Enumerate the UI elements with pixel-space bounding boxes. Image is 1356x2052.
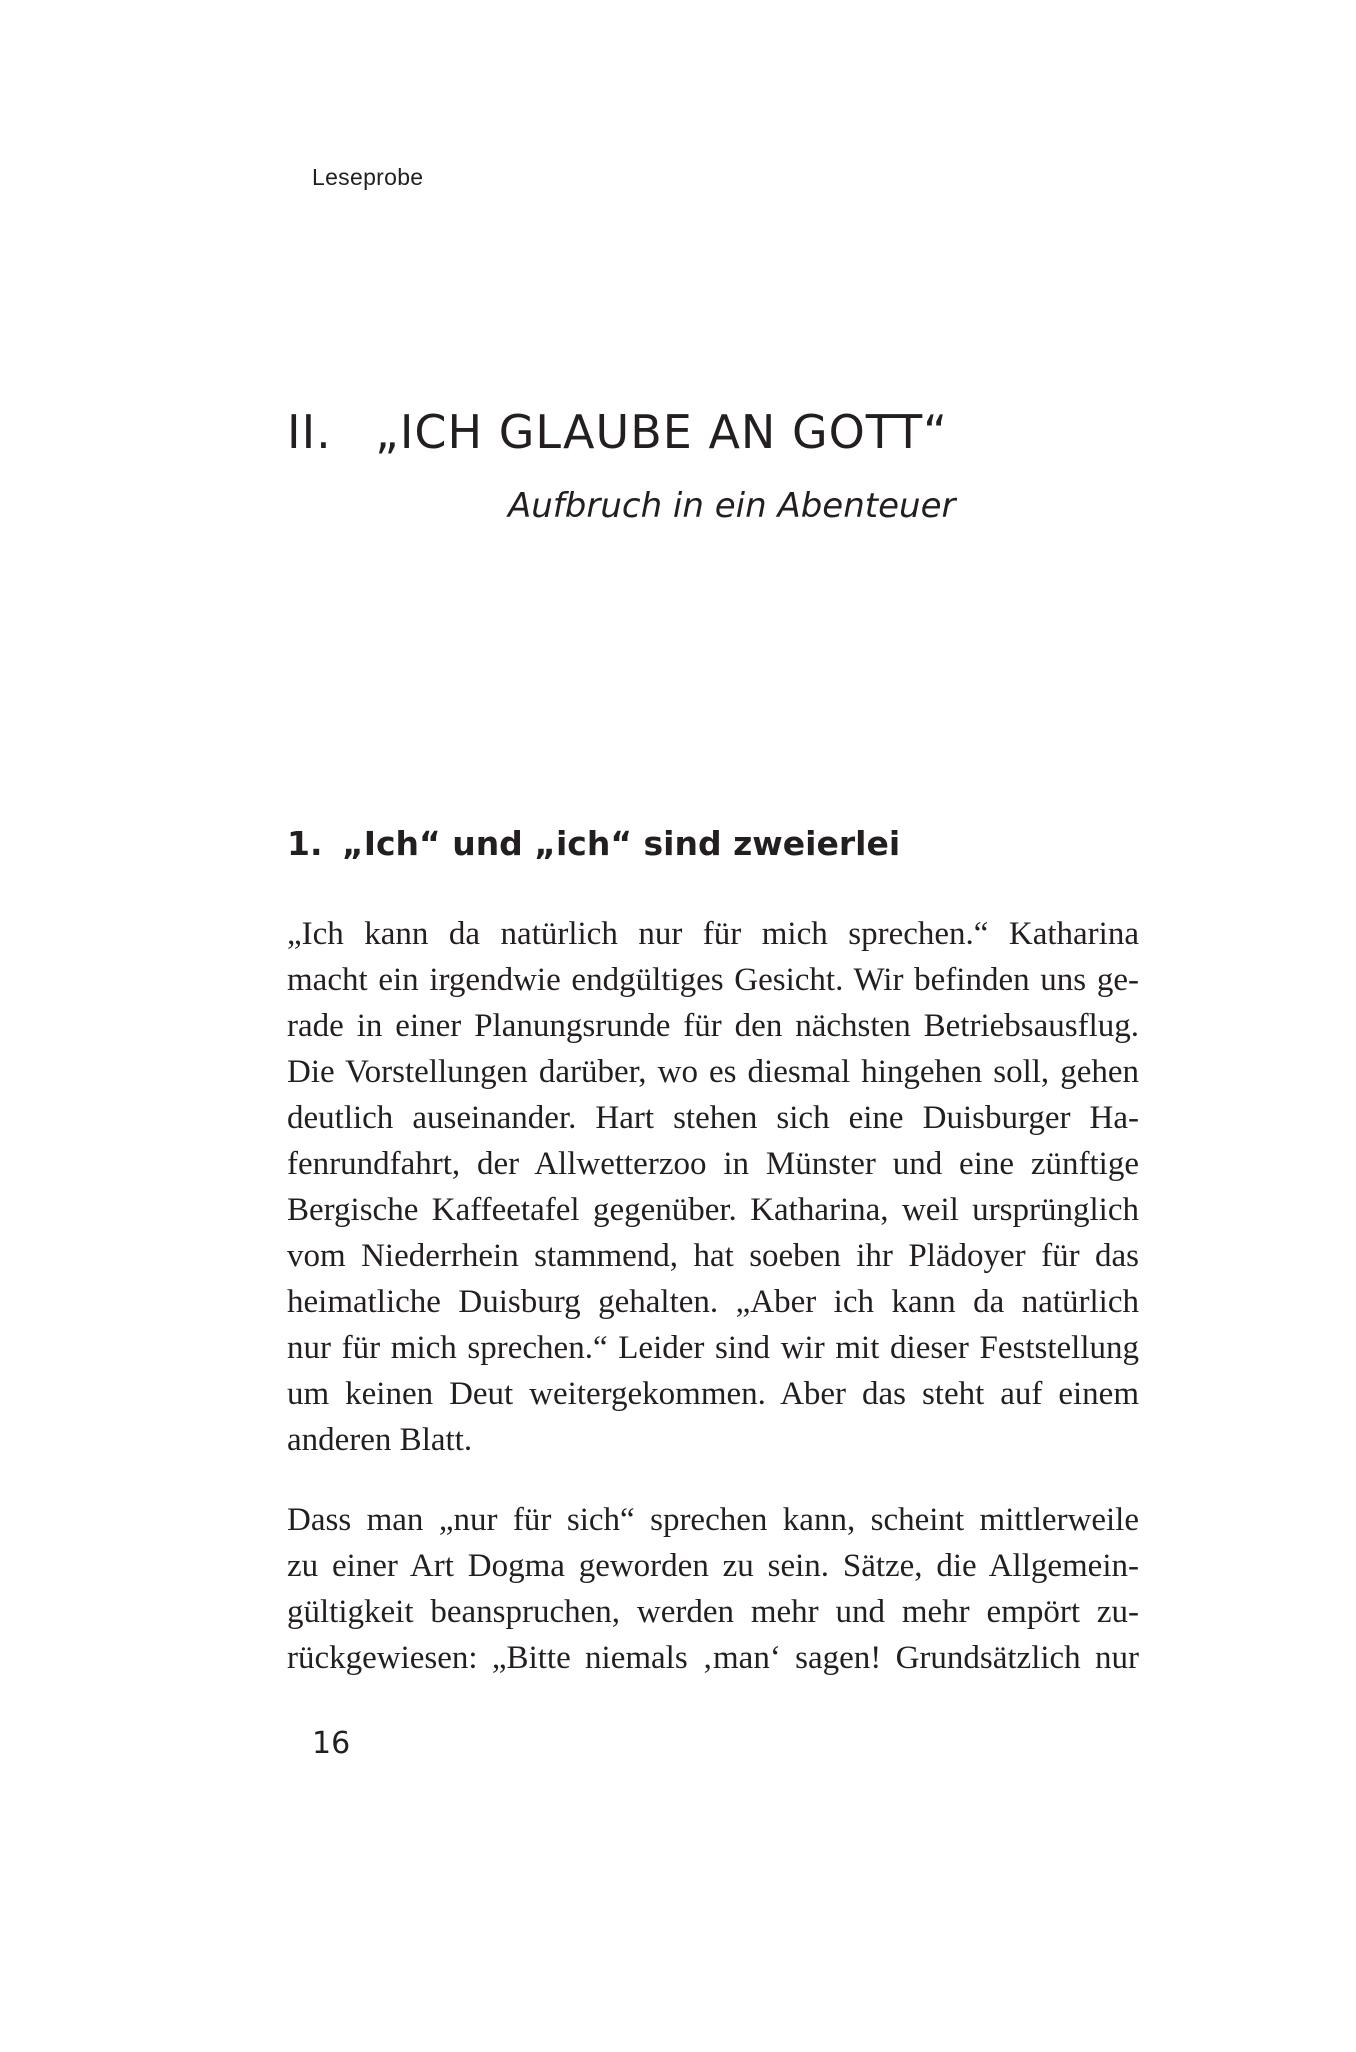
section-heading — [287, 824, 900, 863]
body-paragraph-2 — [287, 1497, 1139, 1681]
section-number: 1. — [287, 824, 323, 863]
text-line: deutlich auseinander. Hart stehen sich eine Duisburger Ha- — [287, 1100, 1139, 1136]
chapter-subtitle: Aufbruch in ein Abenteuer — [508, 486, 956, 526]
text-line: „Ich kann da natürlich nur für mich sprechen.“ Katharina — [287, 916, 1139, 952]
text-line: heimatliche Duisburg gehalten. „Aber ich kann da natürlich — [287, 1284, 1139, 1320]
text-line: macht ein irgendwie endgültiges Gesicht. Wir befinden uns ge- — [287, 962, 1139, 998]
text-line: Die Vorstellungen darüber, wo es diesmal hingehen soll, gehen — [287, 1054, 1139, 1090]
chapter-title-text: „ICH GLAUBE AN GOTT“ — [375, 405, 949, 459]
section-title: „Ich“ und „ich“ sind zweierlei — [342, 824, 901, 863]
text-line: gültigkeit beanspruchen, werden mehr und mehr empört zu- — [287, 1594, 1139, 1630]
chapter-number: II. — [287, 405, 332, 459]
text-line: zu einer Art Dogma geworden zu sein. Sätze, die Allgemein- — [287, 1548, 1139, 1584]
text-line: Bergische Kaffeetafel gegenüber. Katharina, weil ursprünglich — [287, 1192, 1139, 1228]
text-line: rade in einer Planungsrunde für den nächsten Betriebsausflug. — [287, 1008, 1139, 1044]
text-line: Dass man „nur für sich“ sprechen kann, scheint mittlerweile — [287, 1502, 1139, 1538]
text-line: anderen Blatt. — [287, 1422, 473, 1458]
chapter-title — [287, 405, 948, 459]
page-number: 16 — [312, 1726, 351, 1761]
text-line: vom Niederrhein stammend, hat soeben ihr Plädoyer für das — [287, 1238, 1139, 1274]
text-line: nur für mich sprechen.“ Leider sind wir mit dieser Feststellung — [287, 1330, 1139, 1366]
text-line: fenrundfahrt, der Allwetterzoo in Münster und eine zünftige — [287, 1146, 1139, 1182]
text-line: um keinen Deut weitergekommen. Aber das steht auf einem — [287, 1376, 1139, 1412]
running-header: Leseprobe — [312, 164, 424, 190]
body-paragraph-1 — [287, 911, 1139, 1463]
text-line: rückgewiesen: „Bitte niemals ‚man‘ sagen! Grundsätzlich nur — [287, 1640, 1139, 1676]
